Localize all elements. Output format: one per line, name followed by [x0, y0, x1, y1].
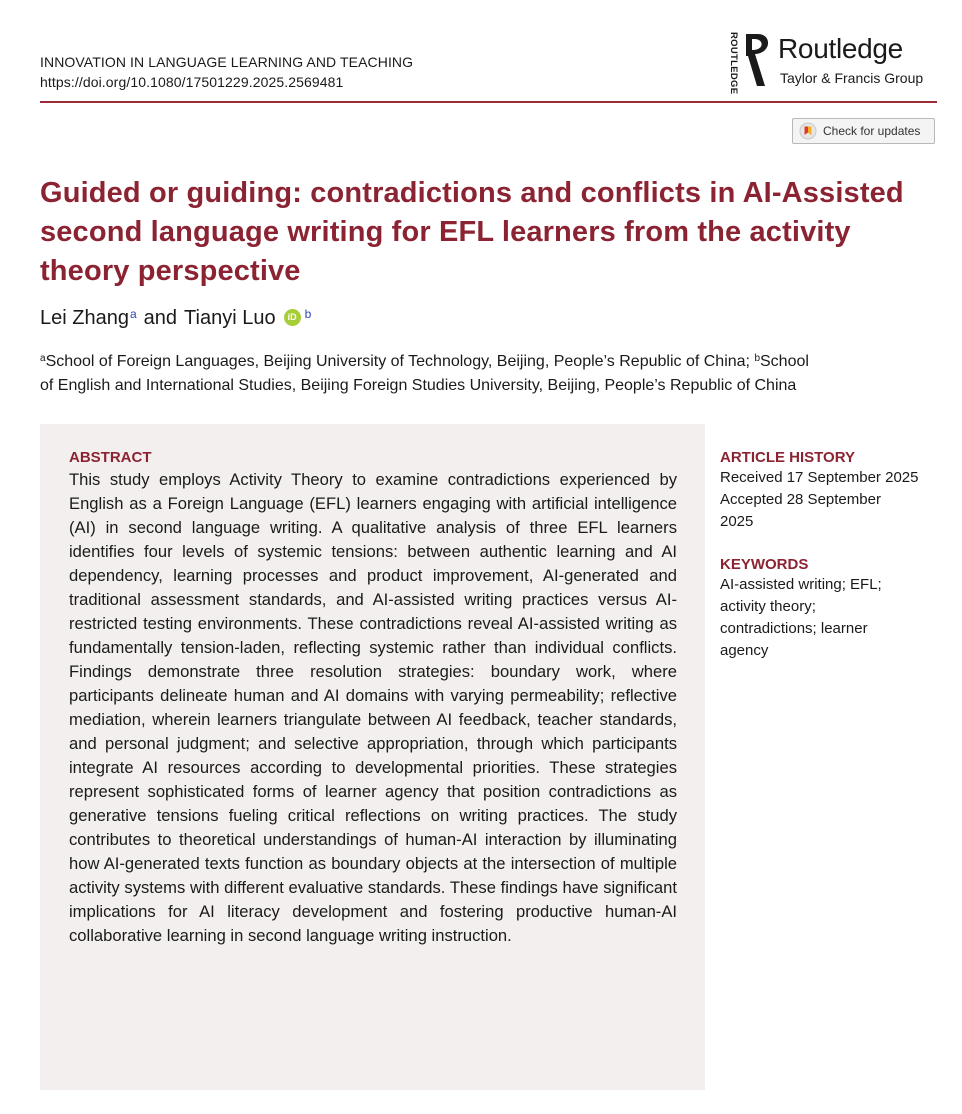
- orcid-icon[interactable]: iD: [284, 309, 301, 326]
- article-history-heading: ARTICLE HISTORY: [720, 449, 856, 466]
- publisher-logo: [726, 30, 941, 95]
- author-name[interactable]: Lei Zhang: [40, 307, 129, 329]
- author-list: [40, 304, 311, 332]
- abstract-heading: ABSTRACT: [69, 449, 152, 466]
- keywords: [720, 556, 945, 662]
- publisher-group: Taylor & Francis Group: [780, 70, 924, 86]
- header-divider: [40, 101, 937, 103]
- accepted-date: Accepted 28 September: [720, 491, 881, 508]
- article-title: [40, 174, 940, 291]
- accepted-date-year: 2025: [720, 513, 754, 530]
- keyword-line: AI-assisted writing; EFL;: [720, 576, 882, 593]
- title-line: second language writing for EFL learners from the activity: [40, 216, 851, 248]
- doi-link[interactable]: https://doi.org/10.1080/17501229.2025.2569481: [40, 74, 344, 90]
- crossmark-icon: [799, 122, 817, 140]
- abstract-text: This study employs Activity Theory to examine contradictions experienced by English as a Foreign Language (EFL) learners engaging with artificial intelligence (AI) in second language writing. A qualitative analysis of three EFL learners identifies four levels of systemic tensions: between authentic learning and AI dependency, learning processes and product improvement, AI-generated and traditional assessment standards, and AI-assisted writing practices versus AI-restricted testing environments. These contradictions reveal AI-assisted writing as fundamentally tension-laden, reflecting systemic rather than individual conflicts. Findings demonstrate three resolution strategies: boundary work, where participants delineate human and AI domains with varying permeability; reflective mediation, wherein learners triangulate between AI feedback, teacher standards, and personal judgment; and selective appropriation, through which participants integrate AI resources according to developmental priorities. These strategies represent sophisticated forms of learner agency that position contradictions as generative tensions fueling critical reflections on writing practices. The study contributes to theoretical understandings of human-AI interaction by illuminating how AI-generated texts function as boundary objects at the intersection of multiple activity systems with different evaluative standards. These findings have significant implications for AI literacy development and fostering productive human-AI collaborative learning in second language writing instruction.: [69, 470, 677, 945]
- affiliation-line: of English and International Studies, Beijing Foreign Studies University, Beijing, People’s Republic of China: [40, 377, 797, 394]
- journal-header: [40, 52, 413, 92]
- affiliation-text: School of Foreign Languages, Beijing University of Technology, Beijing, People’s Republic of China;: [45, 353, 755, 370]
- title-line: Guided or guiding: contradictions and conflicts in AI-Assisted: [40, 177, 904, 209]
- affiliation-line: [40, 350, 937, 374]
- author-affiliation-mark[interactable]: a: [129, 307, 137, 321]
- publisher-vertical-text: ROUTLEDGE: [728, 32, 739, 95]
- keywords-heading: KEYWORDS: [720, 556, 809, 573]
- keyword-line: agency: [720, 642, 769, 659]
- check-for-updates-label: Check for updates: [823, 124, 921, 138]
- author-connector: and: [143, 307, 178, 329]
- received-date: Received 17 September 2025: [720, 469, 919, 486]
- keyword-line: contradictions; learner: [720, 620, 868, 637]
- article-history: [720, 449, 945, 533]
- check-for-updates-button[interactable]: [792, 118, 935, 144]
- affiliations: [40, 350, 937, 398]
- keyword-line: activity theory;: [720, 598, 816, 615]
- affiliation-mark: b: [754, 353, 760, 364]
- routledge-mark-icon: [740, 30, 774, 92]
- title-line: theory perspective: [40, 255, 301, 287]
- affiliation-text: School: [760, 353, 809, 370]
- journal-name: INNOVATION IN LANGUAGE LEARNING AND TEACHING: [40, 54, 414, 70]
- affiliation-mark: a: [40, 353, 46, 364]
- author-name[interactable]: Tianyi Luo: [184, 307, 276, 329]
- author-affiliation-mark[interactable]: b: [304, 307, 312, 321]
- publisher-brand: Routledge: [778, 33, 903, 64]
